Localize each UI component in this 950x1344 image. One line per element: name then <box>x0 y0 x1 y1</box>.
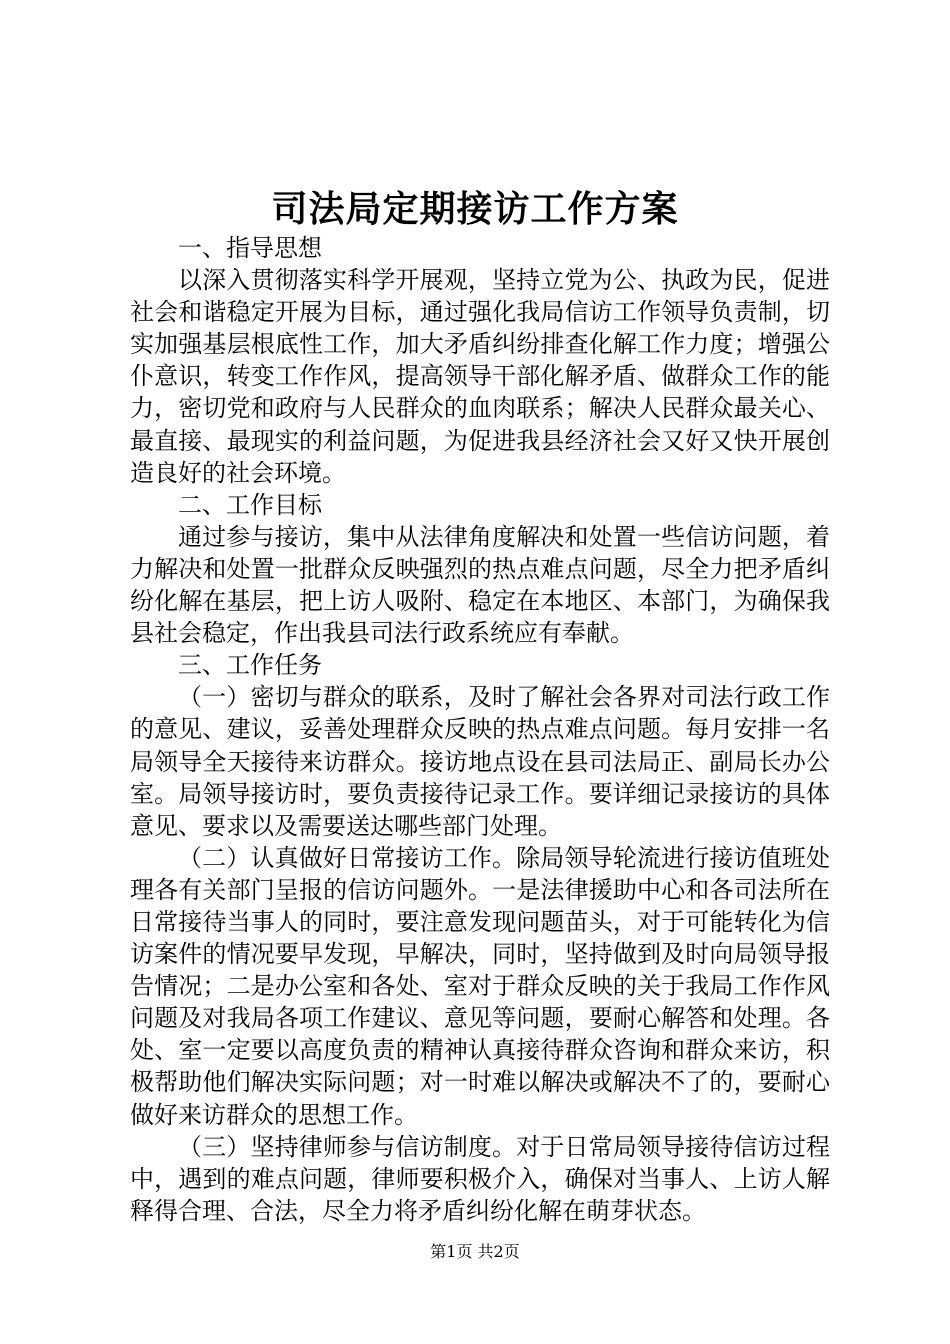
section-heading-guiding-thought: 一、指导思想 <box>178 234 322 262</box>
section-heading-work-tasks: 三、工作任务 <box>178 651 322 680</box>
paragraph-task-2: （二）认真做好日常接访工作。除局领导轮流进行接访值班处理各有关部门呈报的信访问题外。一是法律援助中心和各司法所在日常接待当事人的同时，要注意发现问题苗头，对于可能转化为信访案件的情况要早发现，早解决，同时，坚持做到及时向局领导报告情况；二是办公室和各处、室对于群众反映的关于我局工作作风问题及对我局各项工作建议、意见等问题，要耐心解答和处理。各处、室一定要以高度负责的精神认真接待群众咨询和群众来访，积极帮助他们解决实际问题；对一时难以解决或解决不了的，要耐心做好来访群众的思想工作。 <box>130 843 830 1129</box>
document-title: 司法局定期接访工作方案 <box>271 188 679 230</box>
paragraph-task-3: （三）坚持律师参与信访制度。对于日常局领导接待信访过程中，遇到的难点问题，律师要积极介入，确保对当事人、上访人解释得合理、合法，尽全力将矛盾纠纷化解在萌芽状态。 <box>130 1132 830 1225</box>
page-footer: 第1页 共2页 <box>430 1242 520 1261</box>
paragraph-task-1: （一）密切与群众的联系，及时了解社会各界对司法行政工作的意见、建议，妥善处理群众反映的热点难点问题。每月安排一名局领导全天接待来访群众。接访地点设在县司法局正、副局长办公室。局领导接访时，要负责接待记录工作。要详细记录接访的具体意见、要求以及需要送达哪些部门处理。 <box>130 683 830 840</box>
document-body <box>130 232 830 1227</box>
section-heading-work-goal: 二、工作目标 <box>178 490 322 519</box>
paragraph-guiding-thought: 以深入贯彻落实科学开展观，坚持立党为公、执政为民，促进社会和谐稳定开展为目标，通过强化我局信访工作领导负责制，切实加强基层根底性工作，加大矛盾纠纷排查化解工作力度；增强公仆意识，转变工作作风，提高领导干部化解矛盾、做群众工作的能力，密切党和政府与人民群众的血肉联系；解决人民群众最关心、最直接、最现实的利益问题，为促进我县经济社会又好又快开展创造良好的社会环境。 <box>130 266 830 487</box>
paragraph-work-goal: 通过参与接访，集中从法律角度解决和处置一些信访问题，着力解决和处置一批群众反映强烈的热点难点问题，尽全力把矛盾纠纷化解在基层，把上访人吸附、稳定在本地区、本部门，为确保我县社会稳定，作出我县司法行政系统应有奉献。 <box>130 522 830 648</box>
